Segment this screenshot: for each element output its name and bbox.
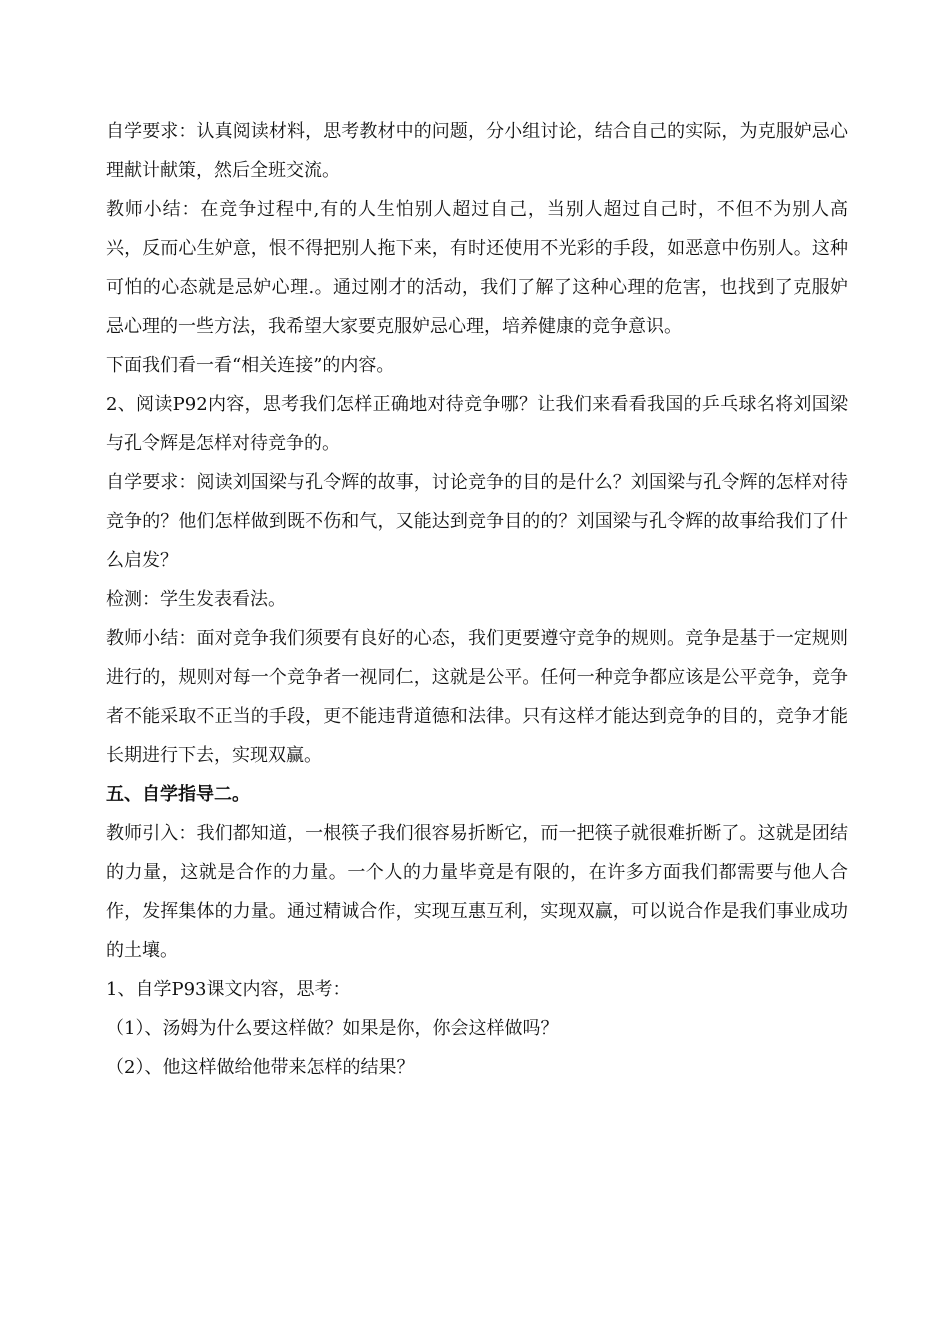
paragraph-self-study-p93: 1、自学P93课文内容，思考： [106,979,351,1000]
paragraph-related-link: 下面我们看一看“相关连接”的内容。 [106,355,395,376]
paragraph-teacher-summary-1: 教师小结：在竞争过程中,有的人生怕别人超过自己，当别人超过自己时，不但不为别人高兴，反而心生妒意，恨不得把别人拖下来，有时还使用不光彩的手段，如恶意中伤别人。这种可怕的心态就是忌妒心理.。通过刚才的活动，我们了解了这种心理的危害，也找到了克服妒忌心理的一些方法，我希望大家要克服妒忌心理，培养健康的竞争意识。 [106,199,848,337]
question-2: （2）、他这样做给他带来怎样的结果？ [106,1057,415,1078]
paragraph-teacher-summary-2: 教师小结：面对竞争我们须要有良好的心态，我们更要遵守竞争的规则。竞争是基于一定规则进行的，规则对每一个竞争者一视同仁，这就是公平。任何一种竞争都应该是公平竞争，竞争者不能采取不正当的手段，更不能违背道德和法律。只有这样才能达到竞争的目的，竞争才能长期进行下去，实现双赢。 [106,628,848,766]
document-body [106,112,848,1087]
paragraph-teacher-intro: 教师引入：我们都知道，一根筷子我们很容易折断它，而一把筷子就很难折断了。这就是团结的力量，这就是合作的力量。一个人的力量毕竟是有限的，在许多方面我们都需要与他人合作，发挥集体的力量。通过精诚合作，实现互惠互利，实现双赢，可以说合作是我们事业成功的土壤。 [106,823,848,961]
paragraph-check: 检测：学生发表看法。 [106,589,286,610]
paragraph-self-study-requirement-2: 自学要求：阅读刘国梁与孔令辉的故事，讨论竞争的目的是什么？刘国梁与孔令辉的怎样对待竞争的？他们怎样做到既不伤和气，又能达到竞争目的的？刘国梁与孔令辉的故事给我们了什么启发？ [106,472,848,571]
paragraph-reading-p92: 2、阅读P92内容，思考我们怎样正确地对待竞争哪？让我们来看看我国的乒乓球名将刘国梁与孔令辉是怎样对待竞争的。 [106,394,848,454]
paragraph-self-study-requirement-1: 自学要求：认真阅读材料，思考教材中的问题，分小组讨论，结合自己的实际，为克服妒忌心理献计献策，然后全班交流。 [106,121,848,181]
section-heading-five: 五、自学指导二。 [106,784,250,805]
question-1: （1）、汤姆为什么要这样做？如果是你，你会这样做吗？ [106,1018,559,1039]
